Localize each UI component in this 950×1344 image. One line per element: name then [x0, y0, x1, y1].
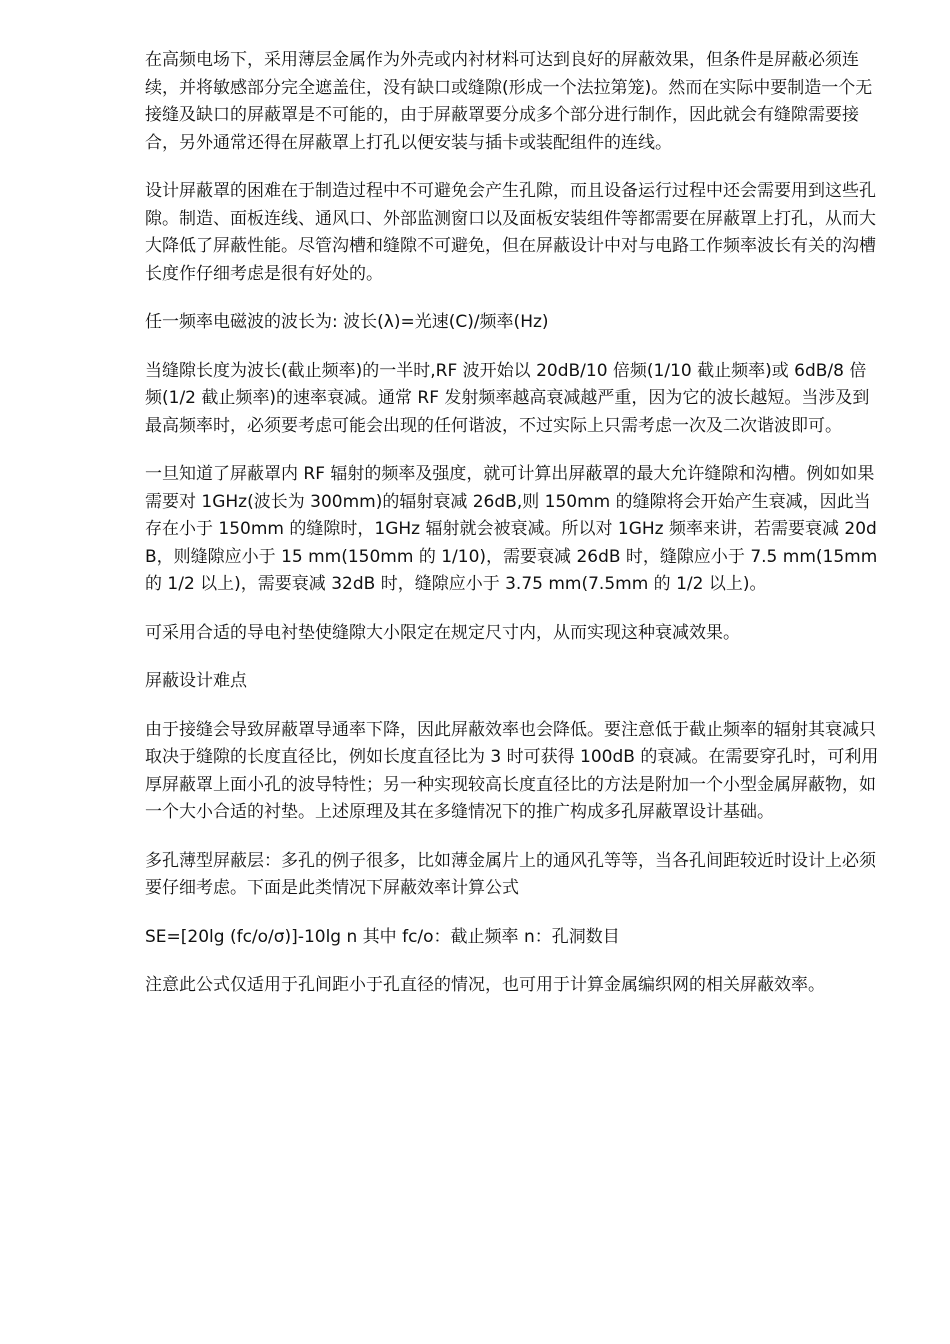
section-heading-shield-design-difficulties: 屏蔽设计难点 [145, 671, 247, 691]
paragraph-conductive-gasket: 可采用合适的导电衬垫使缝隙大小限定在规定尺寸内，从而实现这种衰减效果。 [145, 622, 740, 643]
paragraph-se-formula: SE=[20lg (fc/o/σ)]-10lg n 其中 fc/o：截止频率 n：孔洞数目 [145, 926, 620, 947]
paragraph-formula-note: 注意此公式仅适用于孔间距小于孔直径的情况，也可用于计算金属编织网的相关屏蔽效率。 [145, 975, 825, 995]
paragraph-shield-design-difficulty: 设计屏蔽罩的困难在于制造过程中不可避免会产生孔隙，而且设备运行过程中还会需要用到这些孔隙。制造、面板连线、通风口、外部监测窗口以及面板安装组件等都需要在屏蔽罩上打孔，从而大大降低了屏蔽性能。尽管沟槽和缝隙不可避免，但在屏蔽设计中对与电路工作频率波长有关的沟槽长度作仔细考虑是很有好处的。 [145, 181, 876, 284]
document-body [145, 47, 880, 1021]
paragraph-gap-attenuation: 当缝隙长度为波长(截止频率)的一半时,RF 波开始以 20dB/10 倍频(1/10 截止频率)或 6dB/8 倍频(1/2 截止频率)的速率衰减。通常 RF 发射频率越高衰减越严重，因为它的波长越短。当涉及到最高频率时，必须要考虑可能会出现的任何谐波，不过实际上只需考虑一次及二次谐波即可。 [145, 360, 870, 436]
paragraph-shielding-continuity: 在高频电场下，采用薄层金属作为外壳或内衬材料可达到良好的屏蔽效果，但条件是屏蔽必须连续，并将敏感部分完全遮盖住，没有缺口或缝隙(形成一个法拉第笼)。然而在实际中要制造一个无接缝及缺口的屏蔽罩是不可能的，由于屏蔽罩要分成多个部分进行制作，因此就会有缝隙需要接合，另外通常还得在屏蔽罩上打孔以便安装与插卡或装配组件的连线。 [145, 50, 873, 153]
paragraph-wavelength-formula: 任一频率电磁波的波长为: 波长(λ)=光速(C)/频率(Hz) [145, 312, 549, 332]
paragraph-gap-calculation-example: 一旦知道了屏蔽罩内 RF 辐射的频率及强度，就可计算出屏蔽罩的最大允许缝隙和沟槽。例如如果需要对 1GHz(波长为 300mm)的辐射衰减 26dB,则 150mm 的缝隙将会开始产生衰减，因此当存在小于 150mm 的缝隙时，1GHz 辐射就会被衰减。所以对 1GHz 频率来讲，若需要衰减 20dB，则缝隙应小于 15 mm(150mm 的 1/10)，需要衰减 26dB 时，缝隙应小于 7.5 mm(15mm 的 1/2 以上)，需要衰减 32dB 时，缝隙应小于 3.75 mm(7.5mm 的 1/2 以上)。 [145, 464, 878, 594]
paragraph-seams-efficiency: 由于接缝会导致屏蔽罩导通率下降，因此屏蔽效率也会降低。要注意低于截止频率的辐射其衰减只取决于缝隙的长度直径比，例如长度直径比为 3 时可获得 100dB 的衰减。在需要穿孔时，可利用厚屏蔽罩上面小孔的波导特性；另一种实现较高长度直径比的方法是附加一个小型金属屏蔽物，如一个大小合适的衬垫。上述原理及其在多缝情况下的推广构成多孔屏蔽罩设计基础。 [145, 719, 879, 822]
paragraph-multi-hole-shield: 多孔薄型屏蔽层：多孔的例子很多，比如薄金属片上的通风孔等等，当各孔间距较近时设计上必须要仔细考虑。下面是此类情况下屏蔽效率计算公式 [145, 850, 876, 898]
